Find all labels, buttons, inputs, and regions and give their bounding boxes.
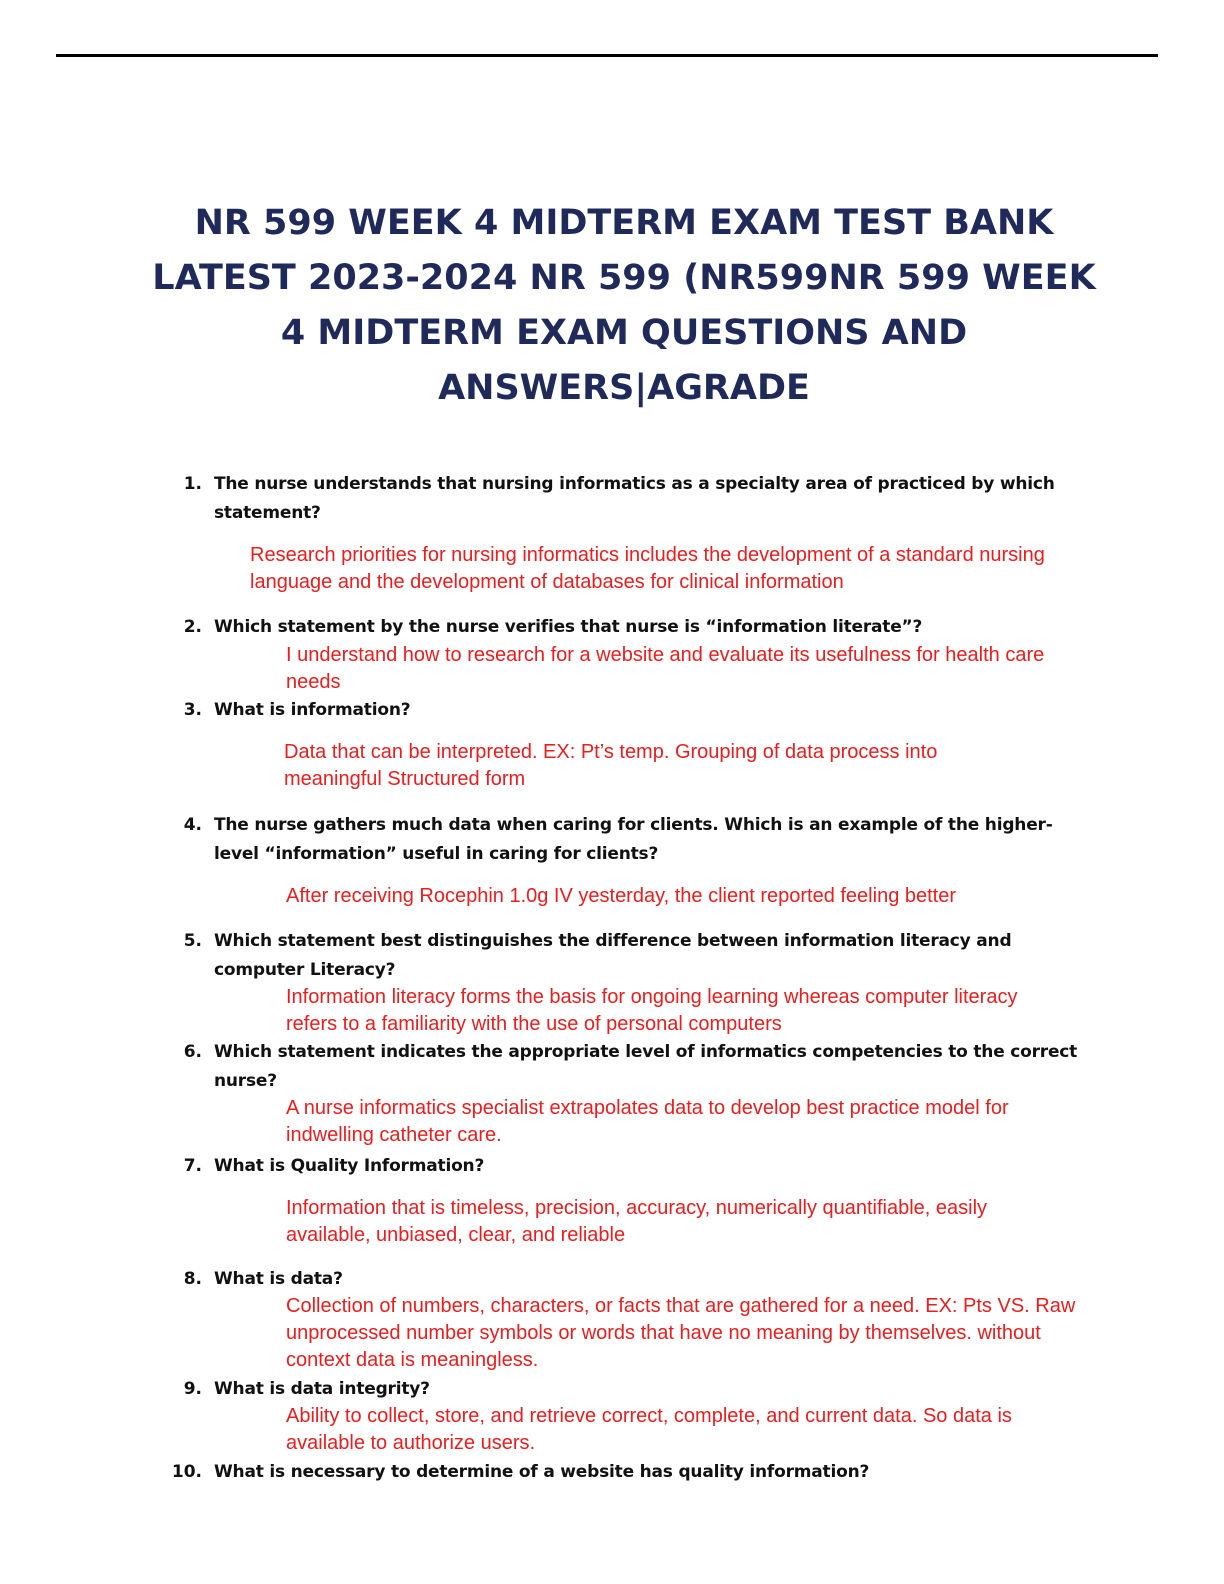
answer-text: After receiving Rocephin 1.0g IV yesterday, the client reported feeling better <box>286 885 957 907</box>
question-text: Which statement by the nurse verifies that nurse is “information literate”? <box>214 617 923 637</box>
question-number: 2. <box>183 617 202 637</box>
answer-text: Ability to collect, store, and retrieve correct, complete, and current data. So data is available to authorize users. <box>286 1405 1012 1454</box>
question-number: 8. <box>183 1269 202 1289</box>
question-text: What is data integrity? <box>214 1379 430 1399</box>
question-text: What is necessary to determine of a website has quality information? <box>214 1462 870 1482</box>
question-text: Which statement indicates the appropriate level of informatics competencies to the correct nurse? <box>214 1042 1078 1091</box>
question-number: 10. <box>171 1462 202 1482</box>
answer-text: Information that is timeless, precision, accuracy, numerically quantifiable, easily available, unbiased, clear, and reliable <box>286 1197 988 1246</box>
top-horizontal-rule <box>56 54 1158 57</box>
title-line-4: ANSWERS|AGRADE <box>438 368 810 408</box>
document-title <box>100 196 1148 416</box>
question-number: 9. <box>183 1379 202 1399</box>
question-text: What is information? <box>214 700 411 720</box>
answer-text: Data that can be interpreted. EX: Pt’s temp. Grouping of data process into meaningful Structured form <box>284 741 938 790</box>
answer-text: Collection of numbers, characters, or facts that are gathered for a need. EX: Pts VS. Raw unprocessed number symbols or words that have no meaning by themselves. without context data is meaningless. <box>286 1295 1076 1371</box>
title-line-3: 4 MIDTERM EXAM QUESTIONS AND <box>280 313 968 353</box>
title-line-2: LATEST 2023-2024 NR 599 (NR599NR 599 WEEK <box>152 258 1096 298</box>
answer-text: A nurse informatics specialist extrapolates data to develop best practice model for indwelling catheter care. <box>286 1097 1009 1146</box>
question-number: 1. <box>183 474 202 494</box>
question-text: Which statement best distinguishes the difference between information literacy and computer Literacy? <box>214 931 1012 980</box>
answer-text: Information literacy forms the basis for ongoing learning whereas computer literacy refers to a familiarity with the use of personal computers <box>286 986 1018 1035</box>
question-text: The nurse understands that nursing informatics as a specialty area of practiced by which statement? <box>214 474 1055 523</box>
question-number: 6. <box>183 1042 202 1062</box>
answer-text: I understand how to research for a website and evaluate its usefulness for health care needs <box>286 644 1045 693</box>
question-text: What is Quality Information? <box>214 1156 485 1176</box>
question-number: 3. <box>183 700 202 720</box>
question-number: 7. <box>183 1156 202 1176</box>
question-number: 4. <box>183 815 202 835</box>
title-line-1: NR 599 WEEK 4 MIDTERM EXAM TEST BANK <box>194 203 1054 243</box>
question-text: The nurse gathers much data when caring for clients. Which is an example of the higher-level “information” useful in caring for clients? <box>214 815 1053 864</box>
question-text: What is data? <box>214 1269 343 1289</box>
question-number: 5. <box>183 931 202 951</box>
answer-text: Research priorities for nursing informatics includes the development of a standard nursing language and the development of databases for clinical information <box>250 544 1045 593</box>
